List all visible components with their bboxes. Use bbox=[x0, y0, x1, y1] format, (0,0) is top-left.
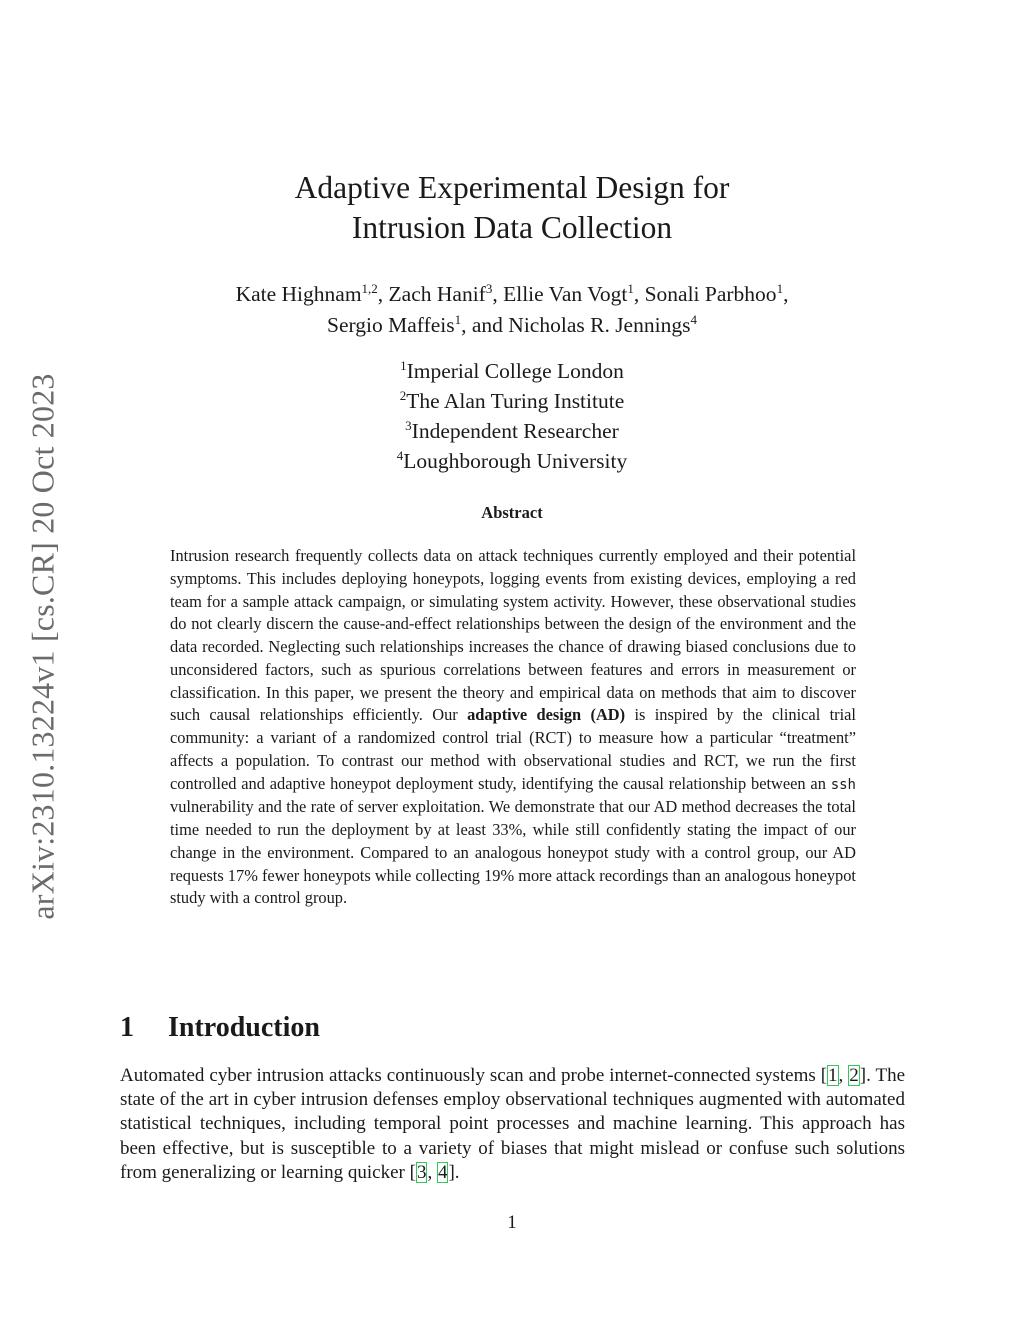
affiliation-item bbox=[0, 356, 1024, 386]
author-affiliation-marker: 4 bbox=[690, 312, 697, 327]
affiliation-marker: 1 bbox=[400, 358, 407, 373]
affiliation-name: Imperial College London bbox=[406, 359, 624, 383]
author-name: Nicholas R. Jennings bbox=[508, 313, 691, 337]
citation-link[interactable]: 4 bbox=[437, 1161, 448, 1183]
abstract-text: Intrusion research frequently collects data on attack techniques currently employed and their potential symptoms. This includes deploying honeypots, logging events from existing devices, employing a red team for a sample attack campaign, or simulating system activity. However, these observational studies do not clearly discern the cause-and-effect relationships between the design of the environment and the data recorded. Neglecting such relationships increases the chance of drawing biased conclusions due to unconsidered factors, such as spurious correlations between features and errors in measurement or classification. In this paper, we present the theory and empirical data on methods that aim to discover such causal relationships efficiently. Our bbox=[170, 546, 856, 725]
author-name: Ellie Van Vogt bbox=[503, 282, 628, 306]
paper-title-line-1: Adaptive Experimental Design for bbox=[294, 170, 730, 205]
citation-link[interactable]: 1 bbox=[828, 1065, 838, 1086]
affiliation-name: Loughborough University bbox=[403, 449, 628, 473]
intro-text: ]. bbox=[448, 1161, 460, 1183]
author-affiliation-marker: 1,2 bbox=[361, 281, 378, 296]
section-title: Introduction bbox=[168, 1012, 320, 1043]
author-affiliation-marker: 1 bbox=[776, 281, 784, 296]
page-number: 1 bbox=[507, 1212, 517, 1233]
abstract-code-term: ssh bbox=[830, 776, 856, 793]
affiliation-name: The Alan Turing Institute bbox=[406, 389, 625, 413]
affiliation-marker: 4 bbox=[396, 448, 404, 463]
abstract-body bbox=[170, 545, 856, 910]
affiliation-item bbox=[0, 416, 1024, 446]
author-name: Sergio Maffeis bbox=[327, 313, 455, 337]
author-line-2: Sergio Maffeis$^1$, and Nicholas R. Jennings$^4$ bbox=[327, 312, 697, 337]
introduction-paragraph: Automated cyber intrusion attacks continuously scan and probe internet-connected systems [1, 2]. The state of the art in cyber intrusion defenses employ observational techniques augmented with automated statistical techniques, including temporal point processes and machine learning. This approach has been effective, but is susceptible to a variety of biases that might mislead or confuse such solutions from generalizing or learning quicker [3, 4]. bbox=[120, 1065, 906, 1183]
intro-text: ]. The state of the art in cyber intrusion defenses employ observational techniques augmented with automated statistical techniques, including temporal point processes and machine learning. This approach has been effective, but is susceptible to a variety of biases that might mislead or confuse such solutions from generalizing or learning quicker [ bbox=[120, 1065, 906, 1183]
abstract-bold-term: adaptive design (AD) bbox=[467, 705, 626, 725]
abstract-text: is inspired by the clinical trial community: a variant of a randomized control trial (RCT) to measure how a particular “treatment” affects a population. To contrast our method with observational studies and RCT, we run the first controlled and adaptive honeypot deployment study, identifying the causal relationship between an bbox=[170, 705, 856, 793]
author-affiliation-marker: 1 bbox=[454, 312, 462, 327]
paper-title bbox=[0, 168, 1024, 248]
author-name: Sonali Parbhoo bbox=[644, 282, 777, 306]
intro-text: Automated cyber intrusion attacks continuously scan and probe internet-connected systems [ bbox=[120, 1065, 828, 1086]
affiliation-name: Independent Researcher bbox=[411, 419, 619, 443]
author-name: Kate Highnam bbox=[235, 282, 362, 306]
affiliation-marker: 2 bbox=[399, 388, 407, 403]
citation-link[interactable]: 3 bbox=[416, 1161, 427, 1183]
abstract-text: vulnerability and the rate of server exploitation. We demonstrate that our AD method decreases the total time needed to run the deployment by at least 33%, while still confidently stating the impact of our change in the environment. Compared to an analogous honeypot study with a control group, our AD requests 17% fewer honeypots while collecting 19% more attack recordings than an analogous honeypot study with a control group. bbox=[170, 797, 856, 908]
arxiv-identifier-text: arXiv:2310.13224v1 [cs.CR] 20 Oct 2023 bbox=[24, 372, 61, 920]
affiliation-list bbox=[0, 356, 1024, 476]
affiliation-marker: 3 bbox=[405, 418, 412, 433]
author-affiliation-marker: 1 bbox=[627, 281, 634, 296]
abstract-paragraph bbox=[170, 545, 856, 910]
affiliation-item bbox=[0, 386, 1024, 416]
author-line-1: Kate Highnam$^{1,2}$, Zach Hanif$^3$, Ellie Van Vogt$^1$, Sonali Parbhoo$^1$, bbox=[235, 281, 789, 306]
section-heading bbox=[120, 1012, 320, 1044]
citation-link[interactable]: 2 bbox=[849, 1065, 859, 1086]
abstract-heading: Abstract bbox=[481, 503, 543, 522]
affiliation-item bbox=[0, 446, 1024, 476]
introduction-body bbox=[120, 1064, 905, 1185]
author-affiliation-marker: 3 bbox=[485, 281, 493, 296]
author-name: Zach Hanif bbox=[388, 282, 486, 306]
section-number: 1 bbox=[120, 1012, 134, 1043]
paper-title-line-2: Intrusion Data Collection bbox=[351, 210, 673, 245]
author-list bbox=[0, 279, 1024, 341]
